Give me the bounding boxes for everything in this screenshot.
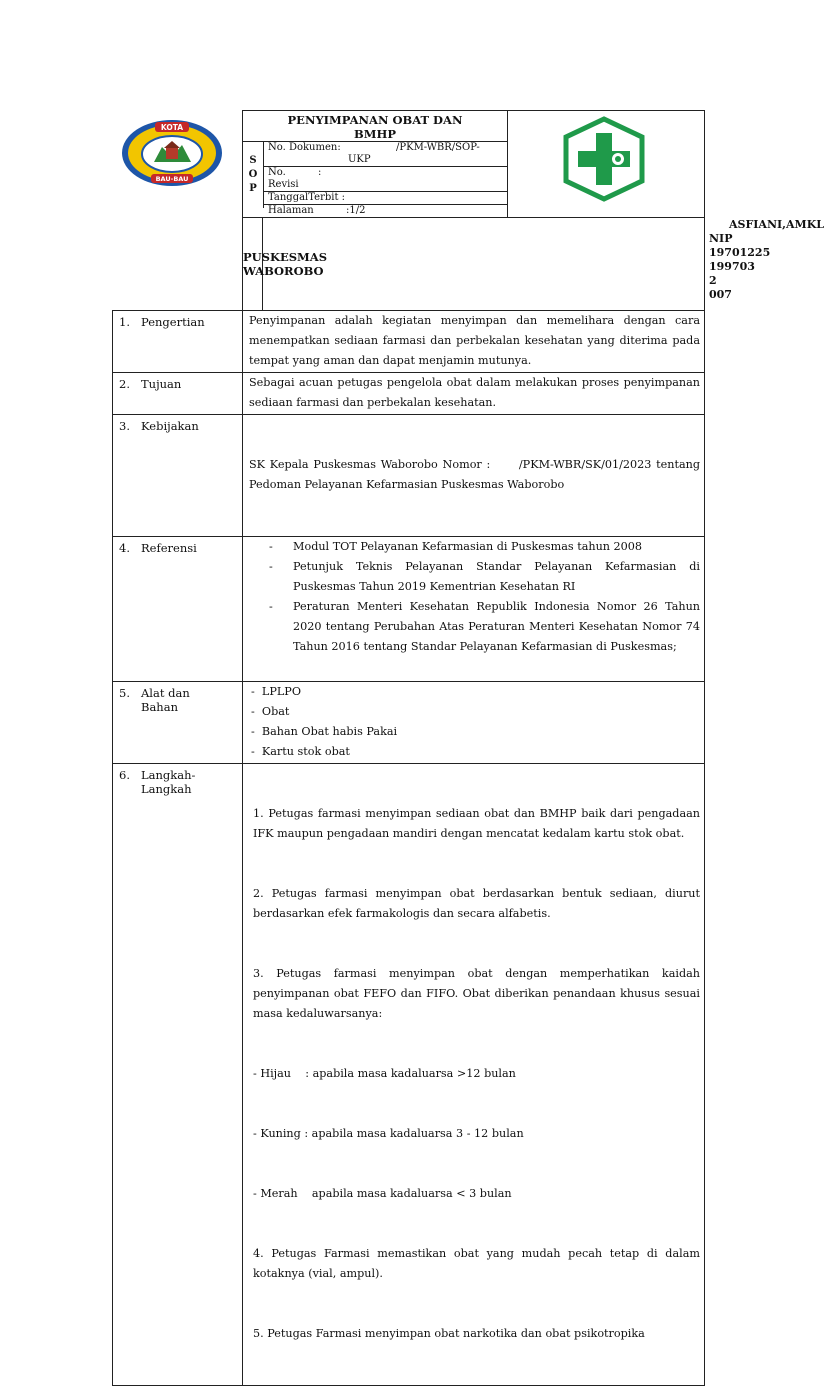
list-item: - Petunjuk Teknis Pelayanan Standar Pelayanan Kefarmasian di Puskesmas Tahun 2019 Kementrian Kesehatan RI bbox=[269, 560, 700, 593]
list-item: - Peraturan Menteri Kesehatan Republik Indonesia Nomor 26 Tahun 2020 tentang Perubahan Atas Peraturan Menteri Kesehatan Nomor 74 Tahun 2016 tentang Standar Pelayanan Kefarmasian di Puskesmas; bbox=[269, 600, 700, 653]
sop-table: KOTA BAU-BAU PENYIMPANAN OBAT DAN BMHP S O P No. Dokumen: /PKM-WBR/SOP- UKP No. Revisi : TanggalTerbit : Halaman :1/2 PUSKESMAS WABOROBO ASFIANI,AMKL NIP 19701225 199703 2 007 1. Pengertian Penyimpanan adalah kegiatan menyimpan dan memelihara dengan cara menempatkan sediaan farmasi dan perbekalan kesehatan yang diterima pada tempat yang aman dan dapat menjamin mutunya. 2. Tujuan Sebagai acuan petugas pengelola obat dalam melakukan proses penyimpanan sediaan farmasi dan perbekalan kesehatan. 3. Kebijakan SK Kepala Puskesmas Waborobo Nomor : /PKM-WBR/SK/01/2023 tentang Pedoman Pelayanan Kefarmasian Puskesmas Waborobo 4. Referensi - Modul TOT Pelayanan Kefarmasian di Puskesmas tahun 2008 - Petunjuk Teknis Pelayanan Standar Pelayanan Kefarmasian di Puskesmas Tahun 2019 Kementrian Kesehatan RI - Peraturan Menteri Kesehatan Republik Indonesia Nomor 26 Tahun 2020 tentang Perubahan Atas Peraturan Menteri Kesehatan Nomor 74 Tahun 2016 tentang Standar Pelayanan Kefarmasian di Puskesmas; 5. Alat dan Bahan - LPLPO - Obat - Bahan Obat habis Pakai - Kartu stok obat 6. Langkah- Langkah 1. Petugas farmasi menyimpan sediaan obat dan BMHP baik dari pengadaan IFK maupun pengadaan mandiri dengan mencatat kedalam kartu stok obat. 2. Petugas farmasi menyimpan obat berdasarkan bentuk sediaan, diurut berdasarkan efek farmakologis dan secara alfabetis. 3. Petugas farmasi menyimpan obat dengan memperhatikan kaidah penyimpanan obat FEFO dan FIFO. Obat diberikan penandaan khusus sesuai masa kedaluwarsanya: - Hijau : apabila masa kadaluarsa >12 bulan - Kuning : apabila masa kadaluarsa 3 - 12 bulan - Merah apabila masa kadaluarsa < 3 bulan 4. Petugas Farmasi memastikan obat yang mudah pecah tetap di dalam kotaknya (vial, ampul). 5. Petugas Farmasi menyimpan obat narkotika dan obat psikotropika bbox=[112, 110, 705, 1386]
step-subitem: - Merah apabila masa kadaluarsa < 3 bulan bbox=[253, 1187, 512, 1200]
signatory-name: ASFIANI,AMKL bbox=[729, 218, 824, 231]
list-item: - LPLPO bbox=[251, 685, 301, 698]
step-item: 5. Petugas Farmasi menyimpan obat narkotika dan obat psikotropika bbox=[253, 1327, 645, 1340]
section-content-kebijakan: SK Kepala Puskesmas Waborobo Nomor : /PKM-WBR/SK/01/2023 tentang Pedoman Pelayanan Kefarmasian Puskesmas Waborobo bbox=[243, 415, 705, 537]
section-label-langkah: 6. Langkah- Langkah bbox=[113, 764, 243, 1386]
section-content-referensi bbox=[243, 537, 705, 682]
step-item: 2. Petugas farmasi menyimpan obat berdasarkan bentuk sediaan, diurut berdasarkan efek farmakologis dan secara alfabetis. bbox=[253, 887, 704, 920]
blank-cell bbox=[263, 218, 705, 311]
step-item: 1. Petugas farmasi menyimpan sediaan obat dan BMHP baik dari pengadaan IFK maupun pengadaan mandiri dengan mencatat kedalam kartu stok obat. bbox=[253, 807, 704, 840]
list-item: - Obat bbox=[251, 705, 290, 718]
kota-baubau-emblem-icon bbox=[119, 117, 225, 189]
issue-date-row: TanggalTerbit : bbox=[264, 191, 507, 204]
header-title-block bbox=[243, 111, 508, 218]
section-content-pengertian: Penyimpanan adalah kegiatan menyimpan dan memelihara dengan cara menempatkan sediaan farmasi dan perbekalan kesehatan yang diterima pada tempat yang aman dan dapat menjamin mutunya. bbox=[243, 311, 705, 373]
section-content-langkah bbox=[243, 764, 705, 1386]
list-item: - Modul TOT Pelayanan Kefarmasian di Puskesmas tahun 2008 bbox=[269, 540, 643, 553]
section-label-referensi: 4. Referensi bbox=[113, 537, 243, 682]
step-item: 4. Petugas Farmasi memastikan obat yang mudah pecah tetap di dalam kotaknya (vial, ampul). bbox=[253, 1247, 704, 1280]
section-label-tujuan: 2. Tujuan bbox=[113, 373, 243, 415]
step-subitem: - Hijau : apabila masa kadaluarsa >12 bulan bbox=[253, 1067, 516, 1080]
list-item: - Kartu stok obat bbox=[251, 745, 350, 758]
puskesmas-cross-logo-icon bbox=[562, 117, 646, 201]
doc-number-row: No. Dokumen: /PKM-WBR/SOP- bbox=[264, 141, 507, 154]
section-content-tujuan: Sebagai acuan petugas pengelola obat dalam melakukan proses penyimpanan sediaan farmasi dan perbekalan kesehatan. bbox=[243, 373, 705, 415]
svg-text:KOTA: KOTA bbox=[160, 122, 183, 132]
document-title: PENYIMPANAN OBAT DAN BMHP bbox=[287, 113, 463, 141]
section-label-pengertian: 1. Pengertian bbox=[113, 311, 243, 373]
logo-left-cell bbox=[113, 111, 243, 311]
step-subitem: - Kuning : apabila masa kadaluarsa 3 - 12 bulan bbox=[253, 1127, 524, 1140]
page-row: Halaman :1/2 bbox=[264, 204, 507, 217]
list-item: - Bahan Obat habis Pakai bbox=[251, 725, 398, 738]
sop-letters: S O P bbox=[243, 141, 264, 208]
revision-row: No. Revisi : bbox=[264, 166, 507, 191]
organization-name: PUSKESMAS WABOROBO bbox=[243, 218, 263, 311]
section-content-alat-bahan bbox=[243, 682, 705, 764]
section-label-kebijakan: 3. Kebijakan bbox=[113, 415, 243, 537]
section-label-alat-bahan: 5. Alat dan Bahan bbox=[113, 682, 243, 764]
logo-right-cell bbox=[508, 111, 705, 218]
doc-number-row-cont: UKP bbox=[348, 154, 371, 165]
step-item: 3. Petugas farmasi menyimpan obat dengan memperhatikan kaidah penyimpanan obat FEFO dan FIFO. Obat diberikan penandaan khusus sesuai masa kedaluwarsanya: bbox=[253, 967, 704, 1020]
svg-text:BAU-BAU: BAU-BAU bbox=[155, 174, 188, 183]
